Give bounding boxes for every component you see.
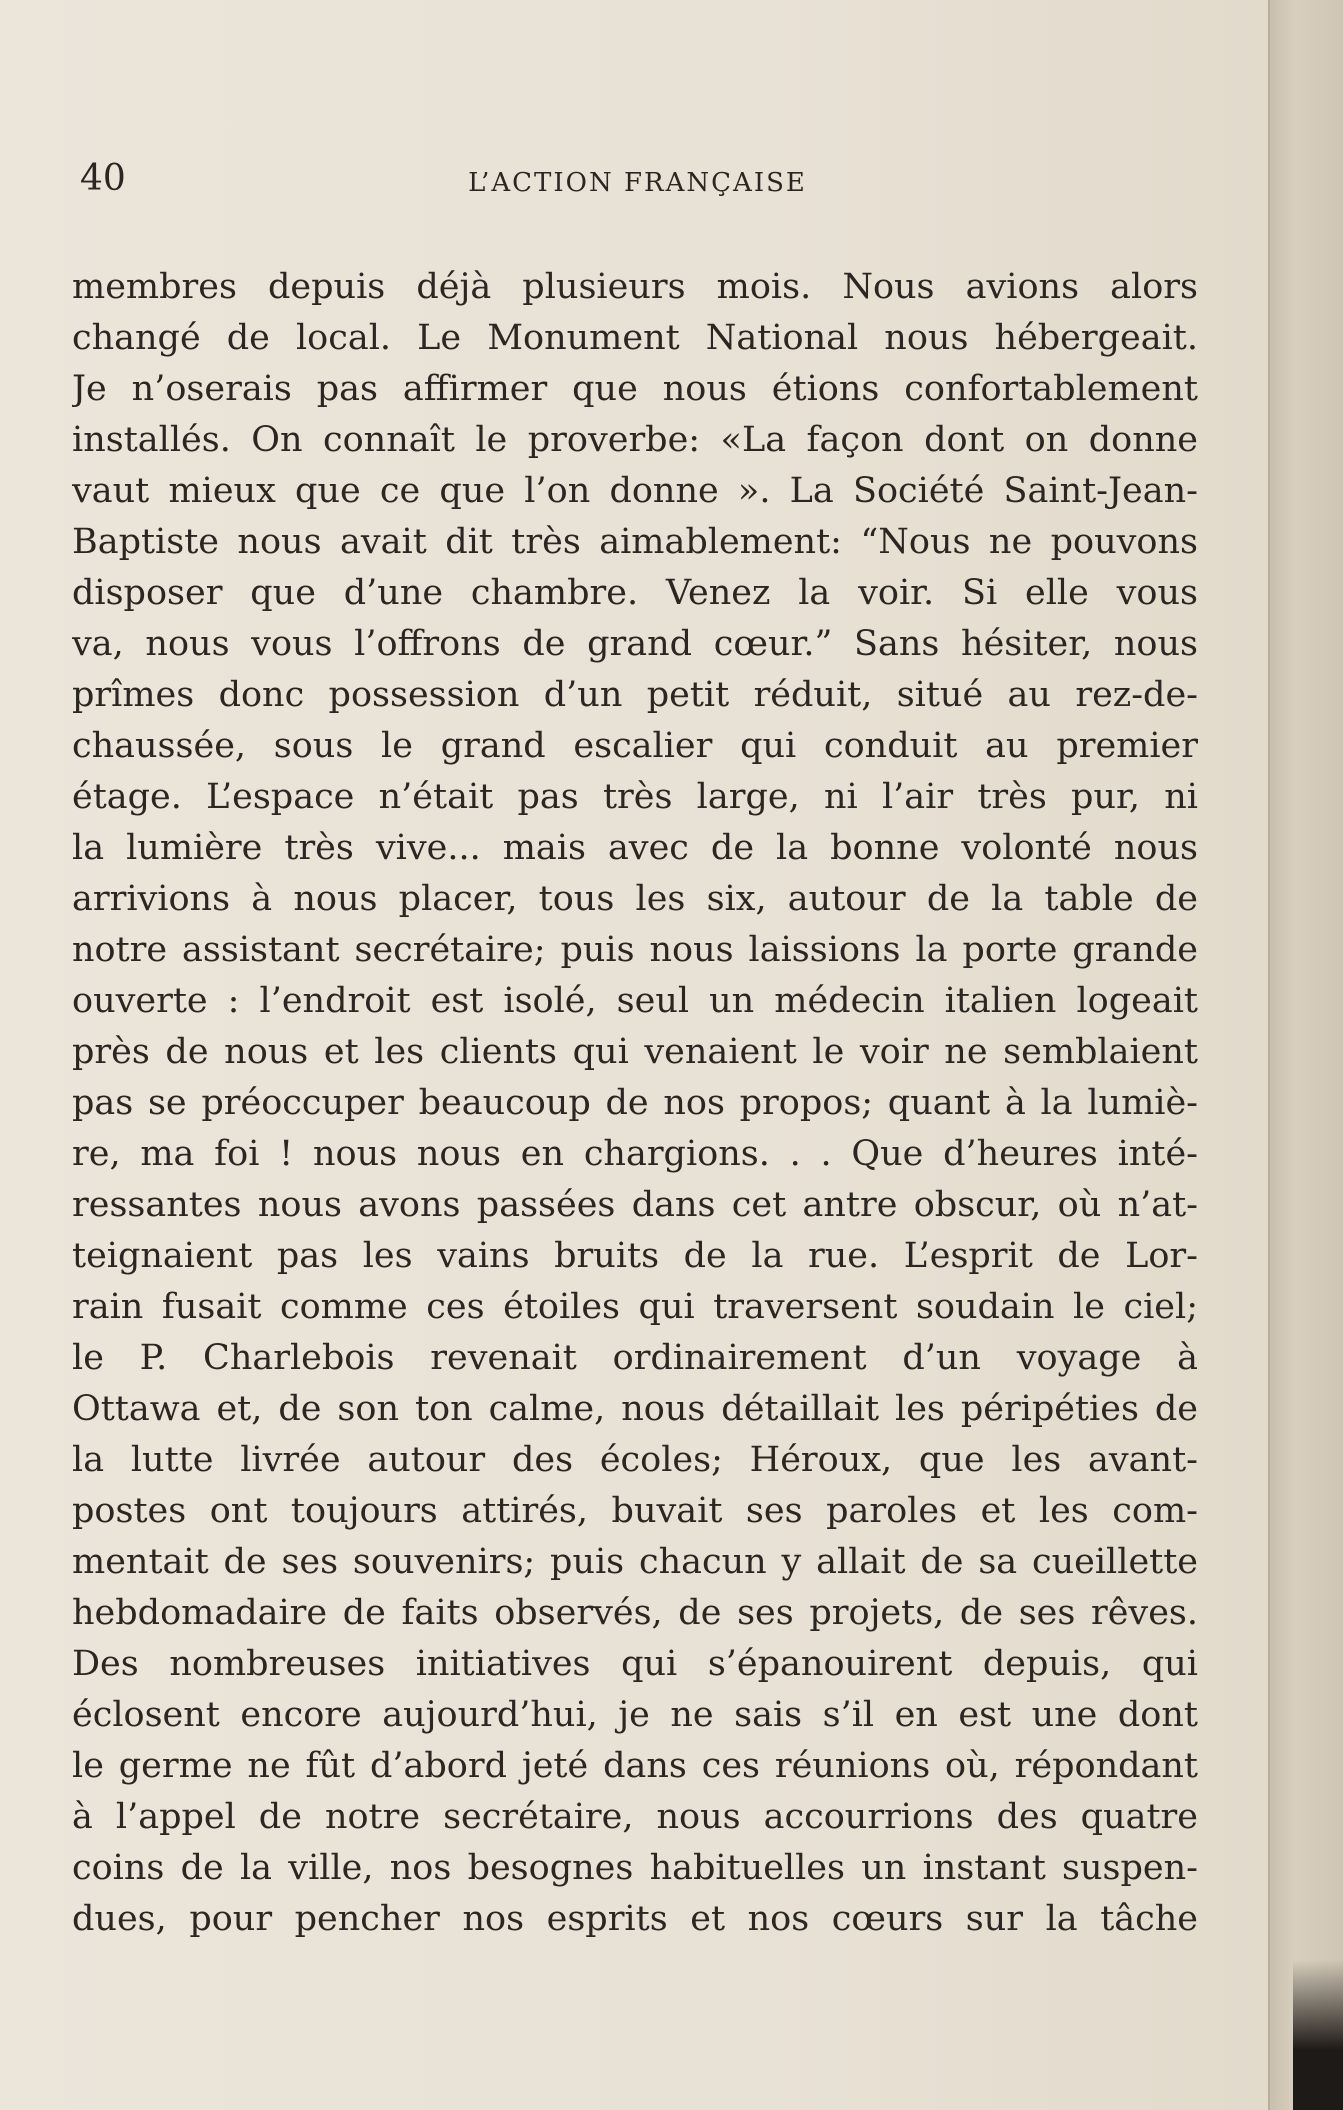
text-line: Des nombreuses initiatives qui s’épanouirent depuis, qui (72, 1644, 1198, 1684)
page-number: 40 (80, 158, 126, 199)
text-line: ouverte : l’endroit est isolé, seul un médecin italien logeait (72, 981, 1198, 1021)
text-line: notre assistant secrétaire; puis nous laissions la porte grande (72, 930, 1198, 970)
text-line: Ottawa et, de son ton calme, nous détaillait les péripéties de (72, 1389, 1198, 1429)
text-line: prîmes donc possession d’un petit réduit, situé au rez-de- (72, 675, 1198, 715)
text-line: re, ma foi ! nous nous en chargions. . . Que d’heures inté- (72, 1134, 1198, 1174)
text-line: mentait de ses souvenirs; puis chacun y allait de sa cueillette (72, 1542, 1198, 1582)
text-line: ressantes nous avons passées dans cet antre obscur, où n’at- (72, 1185, 1198, 1225)
text-line: rain fusait comme ces étoiles qui traversent soudain le ciel; (72, 1287, 1198, 1327)
corner-shadow (1293, 1960, 1343, 2110)
text-line: installés. On connaît le proverbe: «La façon dont on donne (72, 420, 1198, 460)
text-line: coins de la ville, nos besognes habituelles un instant suspen- (72, 1848, 1198, 1888)
text-line: hebdomadaire de faits observés, de ses projets, de ses rêves. (72, 1593, 1198, 1633)
text-line: vaut mieux que ce que l’on donne ». La Société Saint-Jean- (72, 471, 1198, 511)
text-line: pas se préoccuper beaucoup de nos propos; quant à la lumiè- (72, 1083, 1198, 1123)
text-line: teignaient pas les vains bruits de la rue. L’esprit de Lor- (72, 1236, 1198, 1276)
page-header (80, 158, 1195, 218)
text-line: éclosent encore aujourd’hui, je ne sais s’il en est une dont (72, 1695, 1198, 1735)
text-line: le germe ne fût d’abord jeté dans ces réunions où, répondant (72, 1746, 1198, 1786)
text-line: va, nous vous l’offrons de grand cœur.” Sans hésiter, nous (72, 624, 1198, 664)
text-line: Je n’oserais pas affirmer que nous étions confortablement (72, 369, 1198, 409)
text-line: près de nous et les clients qui venaient le voir ne semblaient (72, 1032, 1198, 1072)
text-line: Baptiste nous avait dit très aimablement: “Nous ne pouvons (72, 522, 1198, 562)
text-line: membres depuis déjà plusieurs mois. Nous avions alors (72, 267, 1198, 307)
text-line: dues, pour pencher nos esprits et nos cœurs sur la tâche (72, 1899, 1198, 1939)
page-edge (1268, 0, 1343, 2110)
text-line: postes ont toujours attirés, buvait ses paroles et les com- (72, 1491, 1198, 1531)
text-line: changé de local. Le Monument National nous hébergeait. (72, 318, 1198, 358)
body-text (72, 262, 1198, 1945)
text-line: disposer que d’une chambre. Venez la voir. Si elle vous (72, 573, 1198, 613)
running-title: L’ACTION FRANÇAISE (468, 168, 807, 198)
text-line: étage. L’espace n’était pas très large, ni l’air très pur, ni (72, 777, 1198, 817)
text-line: chaussée, sous le grand escalier qui conduit au premier (72, 726, 1198, 766)
text-line: arrivions à nous placer, tous les six, autour de la table de (72, 879, 1198, 919)
text-line: la lumière très vive... mais avec de la bonne volonté nous (72, 828, 1198, 868)
text-line: la lutte livrée autour des écoles; Héroux, que les avant- (72, 1440, 1198, 1480)
text-line: à l’appel de notre secrétaire, nous accourrions des quatre (72, 1797, 1198, 1837)
text-line: le P. Charlebois revenait ordinairement d’un voyage à (72, 1338, 1198, 1378)
